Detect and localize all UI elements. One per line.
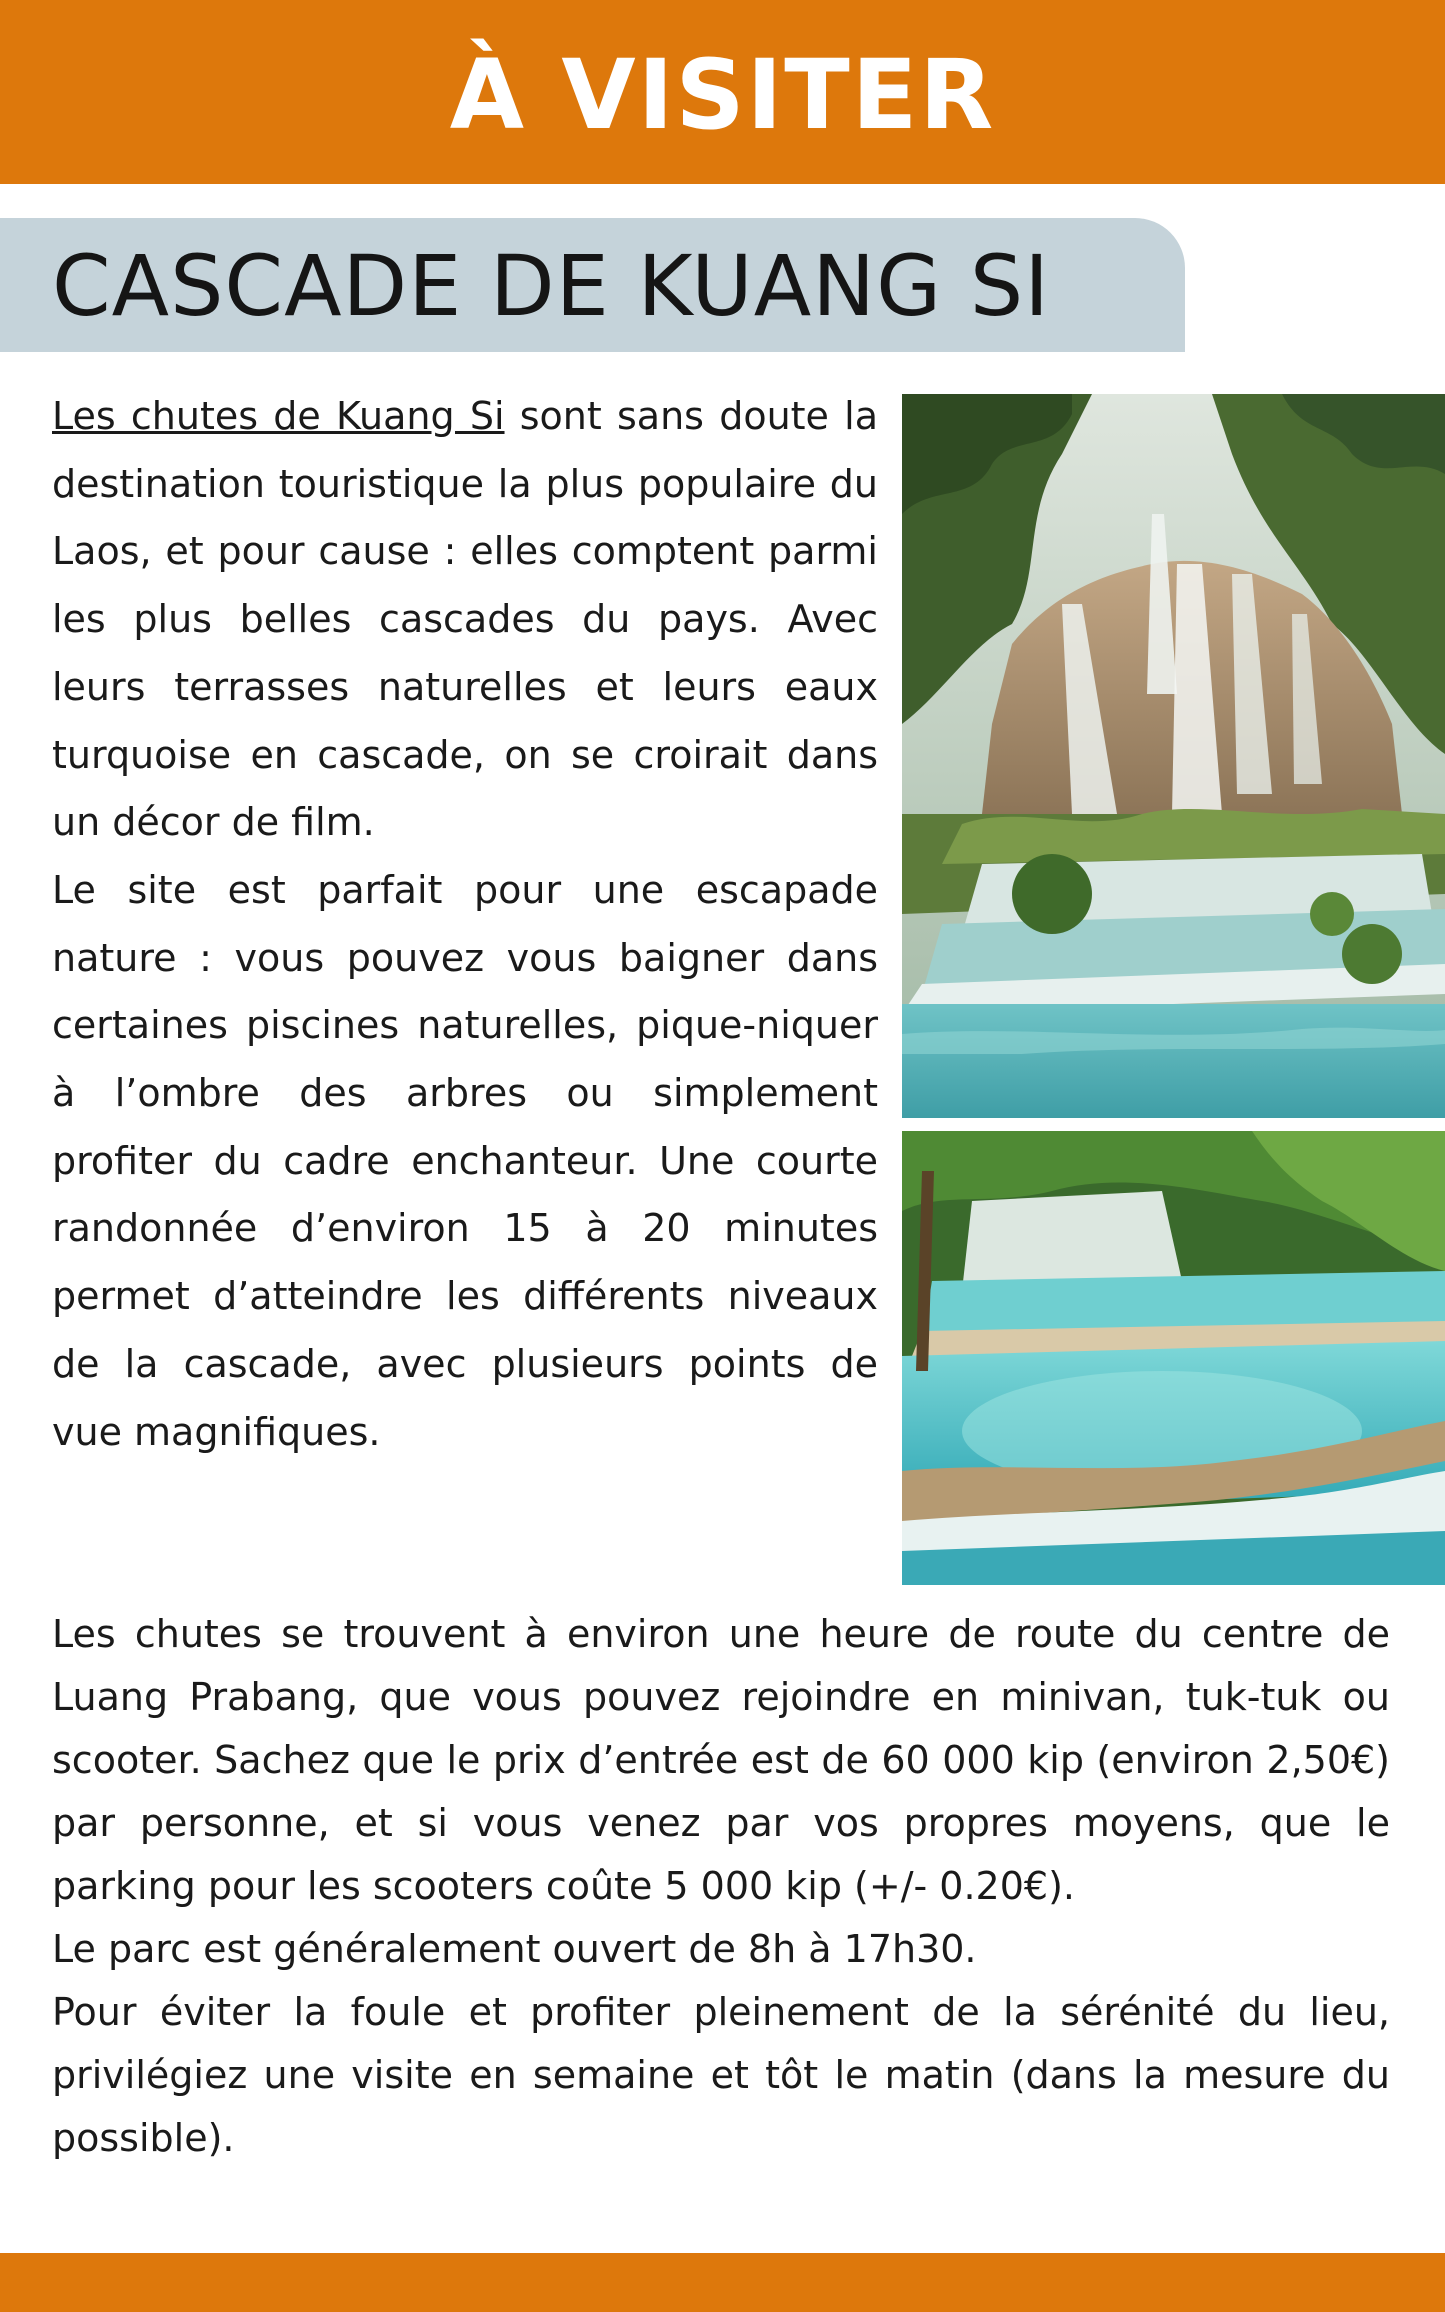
waterfall-photo-top: [902, 394, 1445, 1118]
details-paragraph-hours: Le parc est généralement ouvert de 8h à 17h30.: [52, 1927, 977, 1971]
details-paragraph-tips: Pour éviter la foule et profiter pleinement de la sérénité du lieu, privilégiez une visite en semaine et tôt le matin (dans la mesure du possible).: [52, 1990, 1390, 2160]
top-banner: [0, 0, 1445, 184]
intro-paragraph-1-text: sont sans doute la destination touristique la plus populaire du Laos, et pour cause : elles comptent parmi les plus belles cascades du pays. Avec leurs terrasses naturelles et leurs eaux turquoise en cascade, on se croirait dans un décor de film.: [52, 394, 878, 845]
details-text: [52, 1603, 1390, 2170]
waterfall-illustration-top: [902, 394, 1445, 1118]
details-paragraph-access: Les chutes se trouvent à environ une heure de route du centre de Luang Prabang, que vous pouvez rejoindre en minivan, tuk-tuk ou scooter. Sachez que le prix d’entrée est de 60 000 kip (environ 2,50€) par personne, et si vous venez par vos propres moyens, que le parking pour les scooters coûte 5 000 kip (+/- 0.20€).: [52, 1612, 1390, 1908]
waterfall-illustration-bottom: [902, 1131, 1445, 1585]
intro-text-column: [52, 383, 878, 1466]
page-title: À VISITER: [449, 39, 996, 151]
intro-paragraph-2: Le site est parfait pour une escapade nature : vous pouvez vous baigner dans certaines piscines naturelles, pique-niquer à l’ombre des arbres ou simplement profiter du cadre enchanteur. Une courte randonnée d’environ 15 à 20 minutes permet d’atteindre les différents niveaux de la cascade, avec plusieurs points de vue magnifiques.: [52, 867, 878, 1454]
bottom-banner: [0, 2253, 1445, 2312]
waterfall-photo-bottom: [902, 1131, 1445, 1585]
section-title: CASCADE DE KUANG SI: [52, 237, 1050, 335]
intro-paragraph-1: [52, 383, 878, 857]
kuang-si-link[interactable]: Les chutes de Kuang Si: [52, 394, 505, 438]
